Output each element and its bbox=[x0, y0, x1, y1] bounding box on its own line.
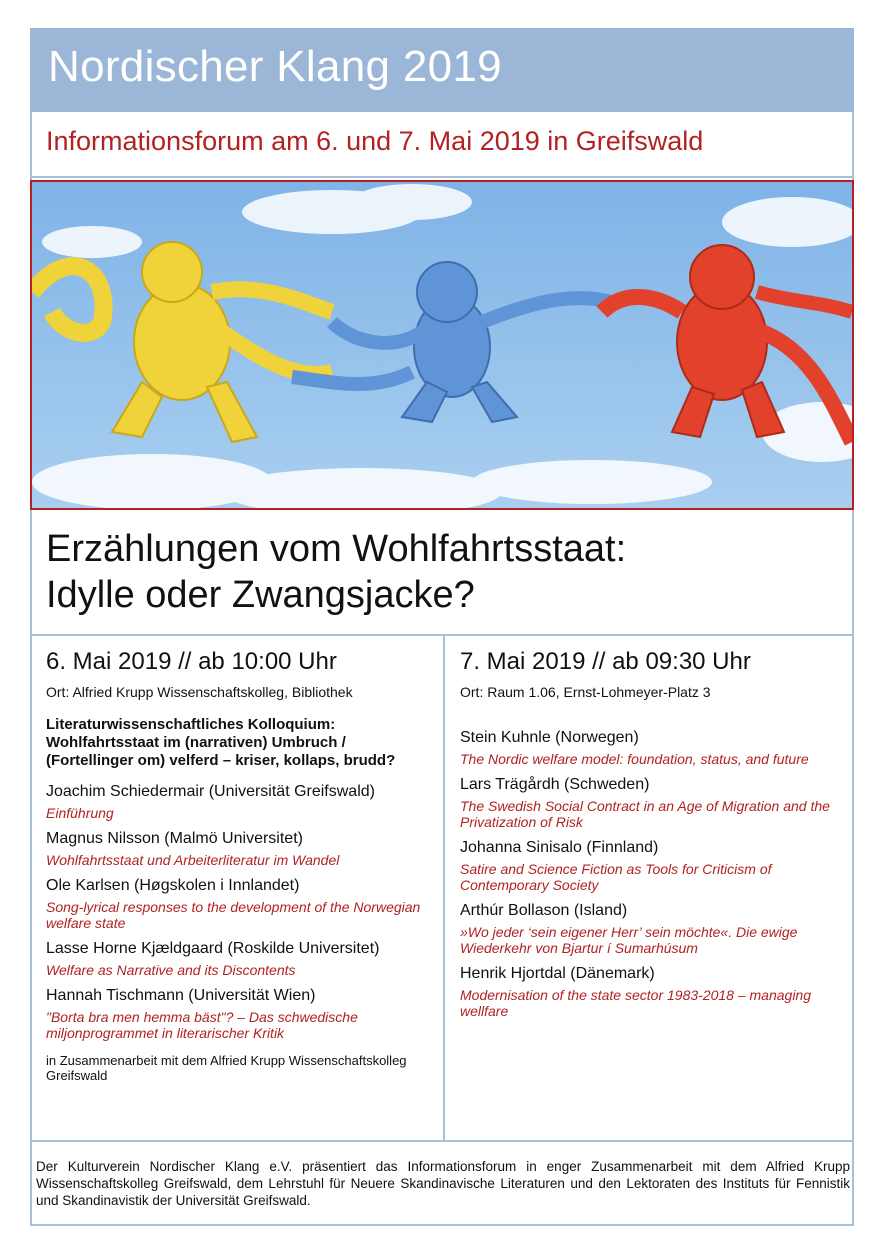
page-title: Nordischer Klang 2019 bbox=[48, 42, 502, 91]
speaker-entry bbox=[460, 838, 840, 893]
event-subtitle: Informationsforum am 6. und 7. Mai 2019 in Greifswald bbox=[46, 126, 704, 156]
divider bbox=[30, 1140, 854, 1142]
day1-column bbox=[46, 648, 426, 1083]
monkey-chain-image bbox=[32, 182, 852, 508]
speaker-name: Lars Trägårdh (Schweden) bbox=[460, 776, 650, 793]
cooperation-note: in Zusammenarbeit mit dem Alfried Krupp Wissenschaftskolleg Greifswald bbox=[46, 1053, 407, 1083]
talk-title: Wohlfahrtsstaat und Arbeiterliteratur im Wandel bbox=[46, 852, 340, 868]
speaker-name: Ole Karlsen (Høgskolen i Innlandet) bbox=[46, 877, 300, 894]
speaker-entry bbox=[46, 876, 426, 931]
speaker-entry bbox=[46, 986, 426, 1041]
column-divider bbox=[443, 636, 445, 1140]
speaker-entry bbox=[46, 939, 426, 978]
speaker-name: Magnus Nilsson (Malmö Universitet) bbox=[46, 830, 303, 847]
talk-title: The Swedish Social Contract in an Age of Migration and the Privatization of Risk bbox=[460, 798, 830, 830]
speaker-name: Henrik Hjortdal (Dänemark) bbox=[460, 965, 655, 982]
hero-image bbox=[30, 180, 854, 510]
day1-heading: 6. Mai 2019 // ab 10:00 Uhr bbox=[46, 648, 337, 675]
speaker-entry bbox=[460, 775, 840, 830]
speaker-name: Johanna Sinisalo (Finnland) bbox=[460, 839, 659, 856]
talk-title: Modernisation of the state sector 1983-2018 – managing wellfare bbox=[460, 987, 812, 1019]
talk-title: »Wo jeder ‘sein eigener Herr’ sein möchte«. Die ewige Wiederkehr von Bjartur í Sumarhúsum bbox=[460, 924, 798, 956]
speaker-entry bbox=[460, 901, 840, 956]
day1-place: Ort: Alfried Krupp Wissenschaftskolleg, Bibliothek bbox=[46, 684, 353, 700]
kolloquium-title: Literaturwissenschaftliches Kolloquium: Wohlfahrtsstaat im (narrativen) Umbruch / (Fortellinger om) velferd – kriser, kollaps, brudd? bbox=[46, 716, 396, 769]
talk-title: Song-lyrical responses to the development of the Norwegian welfare state bbox=[46, 899, 421, 931]
main-title-line1: Erzählungen vom Wohlfahrtsstaat: bbox=[46, 528, 627, 570]
divider bbox=[30, 176, 854, 178]
talk-title: Einführung bbox=[46, 805, 114, 821]
title-bar bbox=[30, 28, 854, 112]
footer-text: Der Kulturverein Nordischer Klang e.V. präsentiert das Informationsforum in enger Zusammenarbeit mit dem Alfried Krupp Wissenschaftskolleg Greifswald, dem Lehrstuhl für Neuere Skandinavische Literaturen und den Lektoraten des Instituts für Fennistik und Skandinavistik der Universität Greifswald. bbox=[36, 1159, 850, 1208]
speaker-entry bbox=[46, 782, 426, 821]
main-title-line2: Idylle oder Zwangsjacke? bbox=[46, 574, 475, 616]
speaker-name: Hannah Tischmann (Universität Wien) bbox=[46, 987, 316, 1004]
speaker-entry bbox=[46, 829, 426, 868]
speaker-name: Arthúr Bollason (Island) bbox=[460, 902, 628, 919]
talk-title: Satire and Science Fiction as Tools for Criticism of Contemporary Society bbox=[460, 861, 772, 893]
day2-heading: 7. Mai 2019 // ab 09:30 Uhr bbox=[460, 648, 751, 675]
talk-title: Welfare as Narrative and its Discontents bbox=[46, 962, 296, 978]
speaker-entry bbox=[460, 728, 840, 767]
day2-column bbox=[460, 648, 840, 1027]
talk-title: The Nordic welfare model: foundation, status, and future bbox=[460, 751, 809, 767]
speaker-name: Lasse Horne Kjældgaard (Roskilde Universitet) bbox=[46, 940, 380, 957]
talk-title: "Borta bra men hemma bäst"? – Das schwedische miljonprogrammet in literarischer Kritik bbox=[46, 1009, 358, 1041]
divider bbox=[30, 634, 854, 636]
speaker-name: Stein Kuhnle (Norwegen) bbox=[460, 729, 639, 746]
main-title bbox=[46, 526, 626, 618]
day2-place: Ort: Raum 1.06, Ernst-Lohmeyer-Platz 3 bbox=[460, 684, 711, 700]
speaker-entry bbox=[460, 964, 840, 1019]
speaker-name: Joachim Schiedermair (Universität Greifswald) bbox=[46, 783, 375, 800]
